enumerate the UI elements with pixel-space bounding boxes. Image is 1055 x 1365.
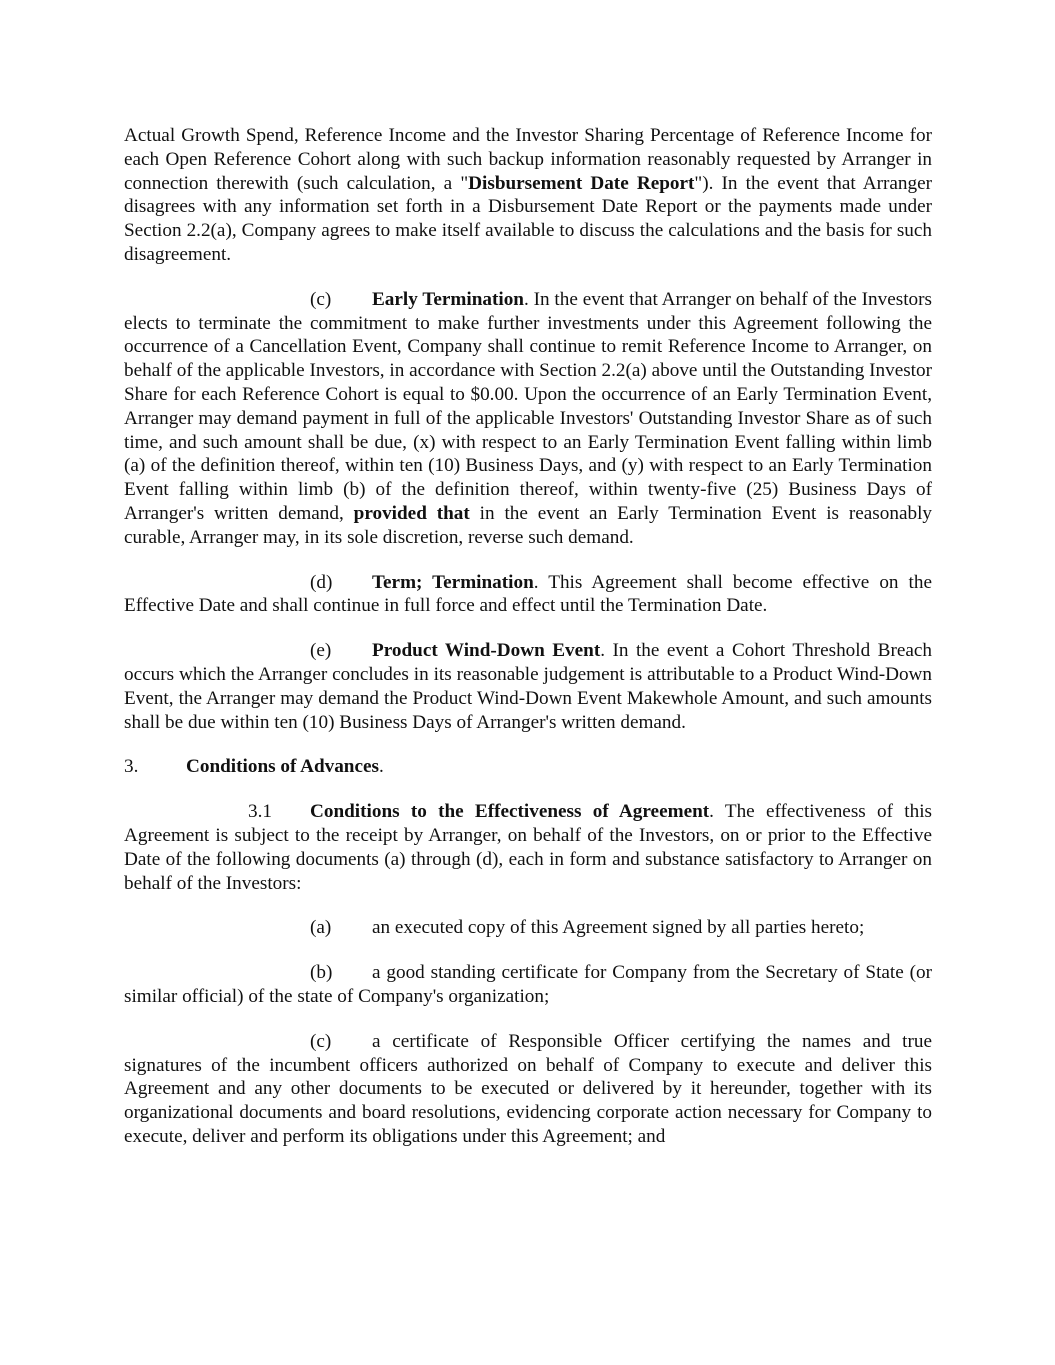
list-item-text: a certificate of Responsible Officer certifying the names and true signatures of the incumbent officers authorized on behalf of Company to execute and deliver this Agreement and any other documents to be executed or delivered by it hereunder, together with its organizational documents and board resolutions, evidencing corporate action necessary for Company to execute, deliver and perform its obligations under this Agreement; and bbox=[124, 1030, 932, 1147]
list-item-c bbox=[124, 1030, 932, 1149]
heading-conditions-effectiveness: Conditions to the Effectiveness of Agreement bbox=[310, 801, 710, 823]
enumerator-d: (d) bbox=[310, 571, 333, 593]
section-title-period: . bbox=[378, 756, 384, 778]
heading-product-wind-down-event: Product Wind-Down Event bbox=[372, 640, 601, 662]
heading-early-termination: Early Termination bbox=[372, 288, 524, 310]
section-number-3: 3. bbox=[124, 756, 139, 778]
paragraph-text: . In the event a Cohort Threshold Breach occurs which the Arranger concludes in its reasonable judgement is attributable to a Product Wind-Down Event, the Arranger may demand the Product Wind-Down Event Makewhole Amount, and such amounts shall be due within ten (10) Business Days of Arranger's written demand. bbox=[124, 640, 932, 733]
heading-term-termination: Term; Termination bbox=[372, 571, 534, 593]
paragraph-text: . This Agreement shall become effective on the Effective Date and shall continue in full force and effect until the Termination Date. bbox=[124, 571, 932, 617]
paragraph-early-termination bbox=[124, 288, 932, 550]
enumerator-b: (b) bbox=[310, 962, 333, 984]
paragraph-text: Actual Growth Spend, Reference Income and the Investor Sharing Percentage of Reference Income for each Open Reference Cohort along with such backup information reasonably requested by Arranger in connection therewith (such calculation, a " bbox=[124, 125, 932, 194]
list-item-text: an executed copy of this Agreement signed by all parties hereto; bbox=[372, 917, 865, 939]
list-item-a bbox=[124, 916, 932, 940]
paragraph-text: "). In the event that Arranger disagrees with any information set forth in a Disbursement Date Report or the payments made under Section 2.2(a), Company agrees to make itself available to discuss the calculations and the basis for such disagreement. bbox=[124, 172, 932, 265]
document-page bbox=[124, 124, 932, 1170]
defined-term-disbursement-date-report: Disbursement Date Report bbox=[468, 172, 695, 194]
paragraph-product-wind-down-event bbox=[124, 639, 932, 734]
bold-provided-that: provided that bbox=[353, 502, 470, 524]
paragraph-section-3-1 bbox=[124, 800, 932, 895]
list-item-b bbox=[124, 961, 932, 1009]
enumerator-c: (c) bbox=[310, 1030, 332, 1052]
paragraph-disbursement-date-report bbox=[124, 124, 932, 267]
section-title-conditions-of-advances: Conditions of Advances bbox=[186, 756, 379, 778]
enumerator-c: (c) bbox=[310, 288, 332, 310]
section-heading-3 bbox=[124, 755, 932, 779]
enumerator-a: (a) bbox=[310, 917, 332, 939]
enumerator-e: (e) bbox=[310, 640, 332, 662]
paragraph-text: . In the event that Arranger on behalf of the Investors elects to terminate the commitment to make further investments under this Agreement following the occurrence of a Cancellation Event, Company shall continue to remit Reference Income to Arranger, on behalf of the applicable Investors, in accordance with Section 2.2(a) above until the Outstanding Investor Share for each Reference Cohort is equal to $0.00. Upon the occurrence of an Early Termination Event, Arranger may demand payment in full of the applicable Investors' Outstanding Investor Share as of such time, and such amount shall be due, (x) with respect to an Early Termination Event falling within limb (a) of the definition thereof, within ten (10) Business Days, and (y) with respect to an Early Termination Event falling within limb (b) of the definition thereof, within twenty-five (25) Business Days of Arranger's written demand, bbox=[124, 288, 933, 524]
section-number-3-1: 3.1 bbox=[248, 801, 272, 823]
list-item-text: a good standing certificate for Company from the Secretary of State (or similar official) of the state of Company's organization; bbox=[124, 962, 932, 1007]
paragraph-term-termination bbox=[124, 571, 932, 619]
paragraph-text: . The effectiveness of this Agreement is subject to the receipt by Arranger, on behalf of the Investors, on or prior to the Effective Date of the following documents (a) through (d), each in form and substance satisfactory to Arranger on behalf of the Investors: bbox=[124, 801, 932, 894]
paragraph-text: in the event an Early Termination Event is reasonably curable, Arranger may, in its sole discretion, reverse such demand. bbox=[124, 502, 932, 548]
